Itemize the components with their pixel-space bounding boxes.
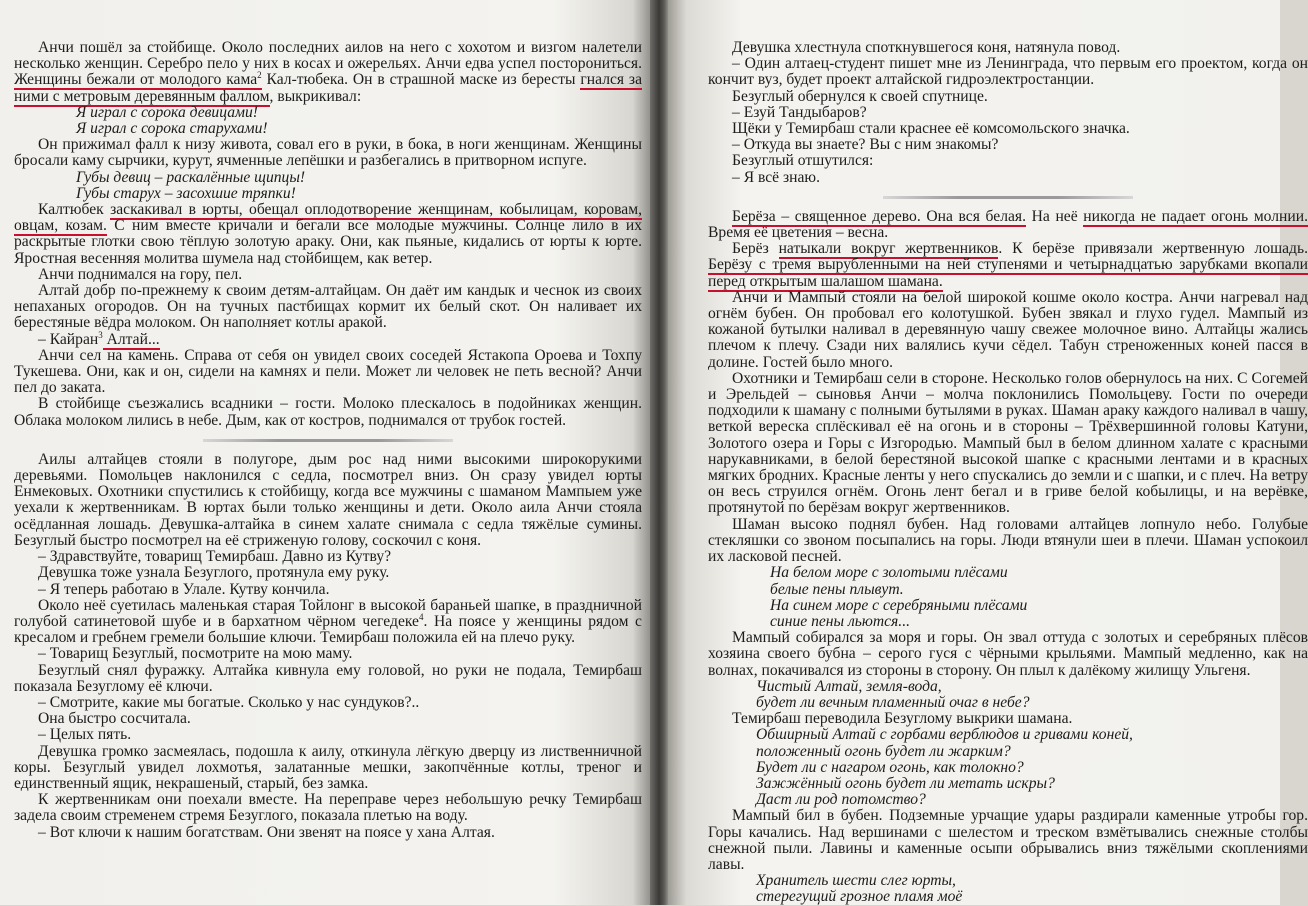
verse-line: На синем море с серебряными плёсами bbox=[770, 596, 1028, 614]
right-page-text bbox=[708, 40, 1308, 906]
verse-line: Хранитель шести слег юрты, bbox=[756, 872, 956, 890]
underlined-text: Женщины бежали от молодого кама$^2$ bbox=[14, 70, 262, 89]
paragraph: Охотники и Темирбаш сели в стороне. Несколько голов обернулось на них. С Согемей и Эрельдей – сыновья Анчи – молча поклонились Помольцеву. Гости по очереди подходили к шаману с полными бутылями в руках. Шаман араку каждого наливал в чашу, веткой вереска сплёскивал её на огонь и в стороны – Трёхвершинной головы Катуни, Золотого озера и Горы с Изгородью. Мампый был в белом длинном халате с красными нарукавниками, в белой берестяной высокой шапке с красными лентами и в красных мягких бродних. Красные ленты у него спускались до земли и с шапки, и с плеч. На ветру он весь струился огнём. Огонь лент бегал и в гриве белой кобылицы, и на верёвке, протянутой по берёзам вокруг жертвенников. bbox=[708, 369, 1308, 517]
underlined-text: натыкали вокруг жертвенников bbox=[778, 240, 999, 258]
paragraph: Калтюбек заскакивал в юрты, обещал оплодотворение женщинам, кобылицам, коровам, овцам, козам. С ним вместе кричали и бегали все молодые мужчины. Солнце лило в их раскрытые глотки свою тёплую золотую араку. Они, как пьяные, кидались от юрты к юрте. Яростная весенняя молитва шумела над стойбищем, как ветер. bbox=[14, 201, 642, 267]
verse-line: На белом море с золотыми плёсами bbox=[770, 564, 1008, 582]
verse-line: Я играл с сорока девицами! bbox=[76, 103, 258, 121]
book-gutter bbox=[650, 0, 670, 905]
left-page bbox=[0, 0, 652, 905]
underlined-text: Берёза – священное дерево. Она вся белая. bbox=[732, 207, 1026, 225]
paragraph: – Я теперь работаю в Улале. Кутву кончила. bbox=[38, 580, 330, 598]
verse-line: белые пены плывут. bbox=[770, 580, 904, 598]
paragraph: Мампый бил в бубен. Подземные урчащие удары раздирали каменные утробы гор. Горы качались. Над вершинами с шелестом и треском взмётывались снежные столбы снежной пыли. Лавины и каменные осыпи обрывались вниз тяжёлыми скоплениями лавы. bbox=[708, 807, 1308, 873]
verse-line: будет ли вечным пламенный очаг в небе? bbox=[756, 693, 1030, 711]
footnote-mark: 2 bbox=[257, 70, 262, 81]
paragraph: – Один алтаец-студент пишет мне из Ленинграда, что первым его проектом, когда он кончит вуз, будет проект алтайской гидроэлектростанции. bbox=[708, 55, 1308, 89]
verse-line: стерегущий грозное пламя моё bbox=[756, 888, 963, 906]
paragraph: – Езуй Тандыбаров? bbox=[732, 103, 867, 121]
paragraph: Девушка хлестнула споткнувшегося коня, натянула повод. bbox=[732, 39, 1121, 56]
paragraph: Алтай добр по-прежнему к своим детям-алтайцам. Он даёт им кандык и чеснок из своих непаханых огородов. Он на тучных пастбищах кормит их белый скот. Он наливает их берестяные вёдра молоком. Он наполняет котлы аракой. bbox=[14, 282, 642, 332]
paragraph: Анчи поднимался на гору, пел. bbox=[38, 265, 243, 283]
underlined-text: заскакивал в юрты, обещал оплодотворение женщинам, кобылицам, коровам, овцам, козам. bbox=[14, 201, 642, 235]
paragraph: – Здравствуйте, товарищ Темирбаш. Давно из Кутву? bbox=[38, 548, 392, 566]
left-page-text bbox=[14, 40, 642, 841]
right-page bbox=[668, 0, 1308, 906]
paragraph: Темирбаш переводила Безуглому выкрики шамана. bbox=[732, 710, 1073, 728]
verse-line: Губы девиц – раскалённые щипцы! bbox=[76, 168, 306, 186]
section-divider bbox=[203, 439, 453, 442]
paragraph: – Целых пять. bbox=[38, 726, 132, 744]
paragraph: – Кайран$^3$ Алтай... bbox=[38, 329, 160, 348]
verse-line: положенный огонь будет ли жарким? bbox=[756, 742, 1011, 760]
paragraph: Берёз натыкали вокруг жертвенников. К берёзе привязали жертвенную лошадь. Берёзу с тремя вырубленными на ней ступенями и четырнадцатью зарубками вкопали перед открытым шалашом шамана. bbox=[708, 240, 1308, 290]
underlined-text: никогда не падает огонь молнии. bbox=[1083, 207, 1308, 225]
paragraph: Он прижимал фалл к низу живота, совал его в руки, в бока, в ноги женщинам. Женщины бросали каму сырчики, курут, ячменные лепёшки и разбегались в притворном испуге. bbox=[14, 136, 642, 170]
paragraph: Берёза – священное дерево. Она вся белая. На неё никогда не падает огонь молнии. Время её цветения – весна. bbox=[708, 207, 1308, 242]
paragraph: Шаман высоко поднял бубен. Над головами алтайцев лопнуло небо. Голубые стекляшки со звоном посыпались на горы. Люди втянули шеи в плечи. Шаман успокоил их ласковой песней. bbox=[708, 515, 1308, 566]
paragraph: Анчи сел на камень. Справа от себя он увидел своих соседей Ястакопа Ороева и Тохпу Тукешева. Они, как и он, сидели на камнях и пели. Может ли человек не петь весной? Анчи пел до заката. bbox=[14, 346, 642, 397]
footnote-mark: 3 bbox=[98, 329, 103, 340]
paragraph: Анчи пошёл за стойбище. Около последних аилов на него с хохотом и визгом налетели несколько женщин. Серебро пело у них в косах и ожерельях. Анчи едва успел посторониться. Женщины бежали от молодого кама$^2$ Кал-тюбека. Он в страшной маске из бересты гнался за ними с метровым деревянным фаллом, выкрикивал: bbox=[14, 39, 643, 105]
underlined-text: Берёзу с тремя вырубленными на ней ступенями и четырнадцатью зарубками вкопали перед открытым шалашом шамана. bbox=[708, 256, 1308, 290]
verse-line: Будет ли с нагаром огонь, как толокно? bbox=[756, 758, 1024, 776]
verse-line: синие пены льются... bbox=[770, 612, 911, 630]
paragraph: Безуглый снял фуражку. Алтайка кивнула ему головой, но руки не подала, Темирбаш показала Безуглому её ключи. bbox=[14, 661, 642, 695]
footnote-mark: 4 bbox=[418, 611, 424, 622]
paragraph: Она быстро сосчитала. bbox=[38, 710, 191, 728]
paragraph: – Смотрите, какие мы богатые. Сколько у нас сундуков?.. bbox=[38, 693, 420, 711]
underlined-text: гнался за ними с метровым деревянным фаллом bbox=[14, 71, 643, 105]
paragraph: – Я всё знаю. bbox=[732, 168, 820, 186]
paragraph: Безуглый отшутился: bbox=[732, 152, 874, 170]
paragraph: – Откуда вы знаете? Вы с ним знакомы? bbox=[732, 136, 999, 154]
verse-line: Губы старух – засохшие тряпки! bbox=[76, 184, 296, 202]
verse-line: Обширный Алтай с горбами верблюдов и гривами коней, bbox=[756, 726, 1133, 744]
paragraph: Девушка тоже узнала Безуглого, протянула ему руку. bbox=[38, 564, 390, 582]
paragraph: – Вот ключи к нашим богатствам. Они звенят на поясе у хана Алтая. bbox=[38, 823, 495, 841]
verse-line: Я играл с сорока старухами! bbox=[76, 120, 268, 138]
paragraph: В стойбище съезжались всадники – гости. Молоко плескалось в подойниках женщин. Облака молоком лились в небе. Дым, как от костров, поднимался от трубок гостей. bbox=[14, 395, 642, 429]
paragraph: Щёки у Темирбаш стали краснее её комсомольского значка. bbox=[732, 120, 1130, 138]
verse-line: Даст ли род потомство? bbox=[756, 791, 926, 809]
verse-line: Чистый Алтай, земля-вода, bbox=[756, 677, 942, 695]
paragraph: К жертвенникам они поехали вместе. На переправе через небольшую речку Темирбаш задела своим стременем стремя Безуглого, показала плетью на воду. bbox=[14, 791, 642, 825]
section-divider bbox=[883, 196, 1133, 199]
paragraph: Анчи и Мампый стояли на белой широкой кошме около костра. Анчи нагревал над огнём бубен. Он пробовал его колотушкой. Бубен звякал и глухо гудел. Мампый из кожаной бутылки наливал в деревянную чашу свежее молочное вино. Алтайцы жались плечом к плечу. Сзади них валялись кучи сёдел. Табун стреноженных коней пасся в долине. Гостей было много. bbox=[708, 288, 1308, 371]
paragraph: Около неё суетилась маленькая старая Тойлонг в высокой бараньей шапке, в праздничной голубой сатинетовой шубе и в бархатном чёрном чегедеке$^4$. На поясе у женщины рядом с кресалом и гребнем гремели большие ключи. Темирбаш положила ей на плечо руку. bbox=[14, 596, 642, 647]
verse-line: Зажжённый огонь будет ли метать искры? bbox=[756, 774, 1055, 792]
paragraph: – Товарищ Безуглый, посмотрите на мою маму. bbox=[38, 645, 353, 663]
paragraph: Девушка громко засмеялась, подошла к аилу, откинула лёгкую дверцу из лиственничной коры. Безуглый увидел лохмотья, залатанные мешки, закопчённые котлы, треног и единственный ящик, некрашеный, старый, без замка. bbox=[14, 742, 642, 792]
paragraph: Безуглый обернулся к своей спутнице. bbox=[732, 87, 988, 105]
paragraph: Мампый собирался за моря и горы. Он звал оттуда с золотых и серебряных плёсов хозяина своего бубна – серого гуся с чёрными крыльями. Мампый медленно, как на волнах, покачивался из стороны в сторону. Он плыл к далёкому жилищу Ульгеня. bbox=[708, 629, 1308, 679]
paragraph: Аилы алтайцев стояли в полугоре, дым рос над ними высокими широкорукими деревьями. Помольцев наклонился с седла, посмотрел вниз. Он сразу увидел юрты Енмековых. Охотники спустились к стойбищу, когда все мужчины с шаманом Мампыем уже уехали к жертвенникам. В юртах были только женщины и дети. Около аила Анчи стояла осёдланная лошадь. Девушка-алтайка в синем халате снимала с седла тяжёлые сумины. Безуглый быстро посмотрел на её стриженую голову, соскочил с коня. bbox=[14, 450, 642, 549]
underlined-text: Алтай... bbox=[102, 330, 160, 348]
